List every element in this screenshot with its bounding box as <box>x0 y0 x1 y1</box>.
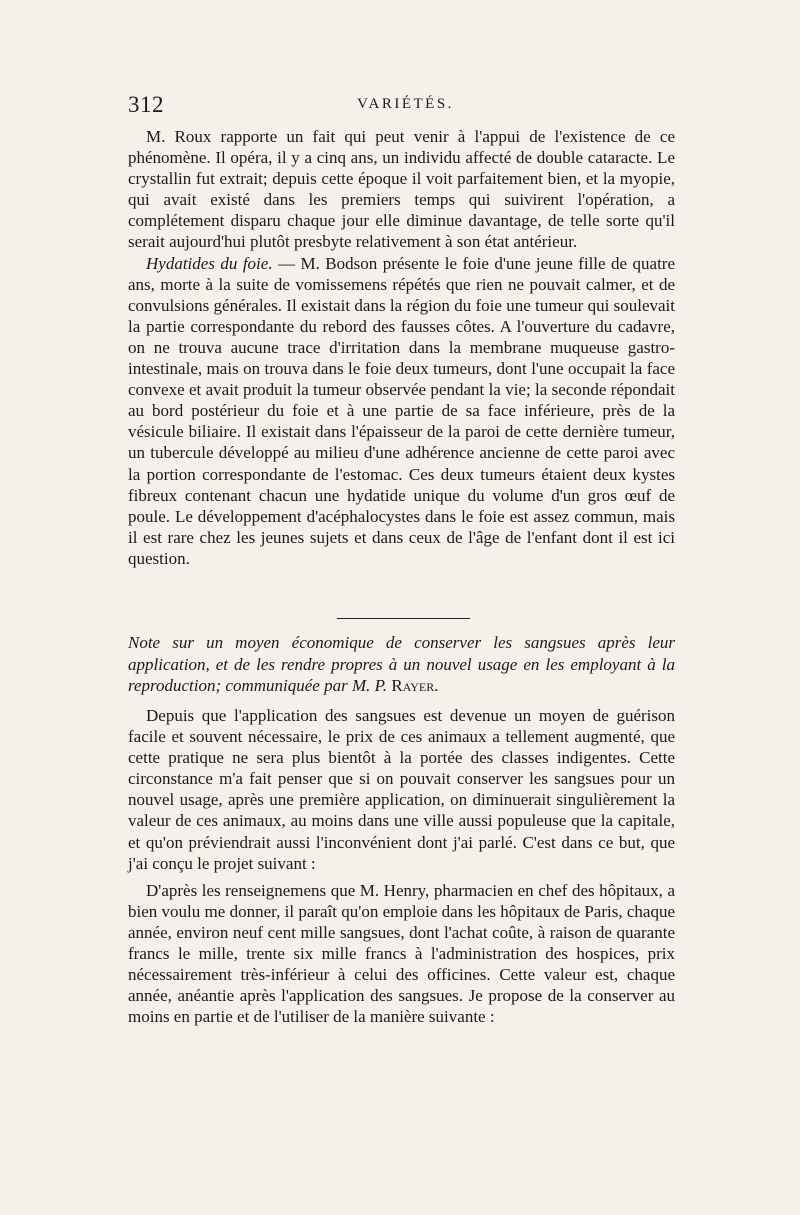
note-author: Rayer. <box>391 676 439 695</box>
hydatides-title: Hydatides du foie. <box>146 253 273 273</box>
page-header <box>128 92 683 118</box>
lower-text-block <box>128 705 675 1027</box>
note-heading-block <box>128 632 675 697</box>
note-heading-text: Note sur un moyen économique de conserver les sangsues après leur application, et de les rendre propres à un nouvel usage en les employant à la reproduction; communiquée par M. P. <box>128 633 675 695</box>
paragraph-sangsues-1: Depuis que l'application des sangsues est devenue un moyen de guérison facile et souvent nécessaire, le prix de ces animaux a tellement augmenté, que cette pratique ne sera plus bientôt à la portée des classes indigentes. Cette circonstance m'a fait penser que si on pouvait conserver les sangsues pour un nouvel usage, après une première application, on diminuerait singulièrement la valeur de ces animaux, au moins dans une ville aussi populeuse que la capitale, et qu'on préviendrait aussi l'inconvénient dont j'ai parlé. C'est dans ce but, que j'ai conçu le projet suivant : <box>128 706 675 873</box>
paragraph-roux: M. Roux rapporte un fait qui peut venir à l'appui de l'existence de ce phénomène. Il opéra, il y a cinq ans, un individu affecté de double cataracte. Le crystallin fut extrait; depuis cette époque il voit parfaitement bien, et la myopie, qui avait existé dans les premiers temps qui suivirent l'opération, a complétement disparu chaque jour elle diminue davantage, de telle sorte qu'il serait aujourd'hui plutôt presbyte relativement à son état antérieur. <box>128 127 675 252</box>
upper-text-block <box>128 126 675 569</box>
paragraph-sangsues-2: D'après les renseignemens que M. Henry, pharmacien en chef des hôpitaux, a bien voulu me donner, il paraît qu'on emploie dans les hôpitaux de Paris, chaque année, environ neuf cent mille sangsues, dont l'achat coûte, à raison de quarante francs le mille, trente six mille francs à l'administration des hospices, prix nécessairement très-inférieur à celui des officines. Cette valeur est, chaque année, anéantie après l'application des sangsues. Je propose de la conserver au moins en partie et de l'utiliser de la manière suivante : <box>128 880 675 1027</box>
hydatides-text: — M. Bodson présente le foie d'une jeune fille de quatre ans, morte à la suite de vomissemens répétés que rien ne pouvait calmer, et de convulsions générales. Il existait dans la région du foie une tumeur qui soulevait la partie correspondante du rebord des fausses côtes. A l'ouverture du cadavre, on ne trouva aucune trace d'irritation dans la membrane muqueuse gastro-intestinale, mais on trouva dans le foie deux tumeurs, dont l'une occupait la face convexe et avait produit la tumeur observée pendant la vie; la seconde répondait au bord postérieur du foie et à une partie de sa face inférieure, près de la vésicule biliaire. Il existait dans l'épaisseur de la paroi de cette dernière tumeur, un tubercule développé au milieu d'une adhérence ancienne de cette paroi avec la portion correspondante de l'estomac. Ces deux tumeurs étaient deux kystes fibreux contenant chacun une hydatide unique du volume d'un gros œuf de poule. Le développement d'acéphalocystes dans le foie est assez commun, mais il est rare chez les jeunes sujets et dans ceux de l'âge de l'enfant dont il est ici question. <box>128 253 675 568</box>
section-divider <box>337 618 470 619</box>
running-head: VARIÉTÉS. <box>357 96 454 112</box>
note-heading <box>128 632 675 697</box>
paragraph-hydatides <box>128 253 675 569</box>
page-number: 312 <box>128 92 164 117</box>
